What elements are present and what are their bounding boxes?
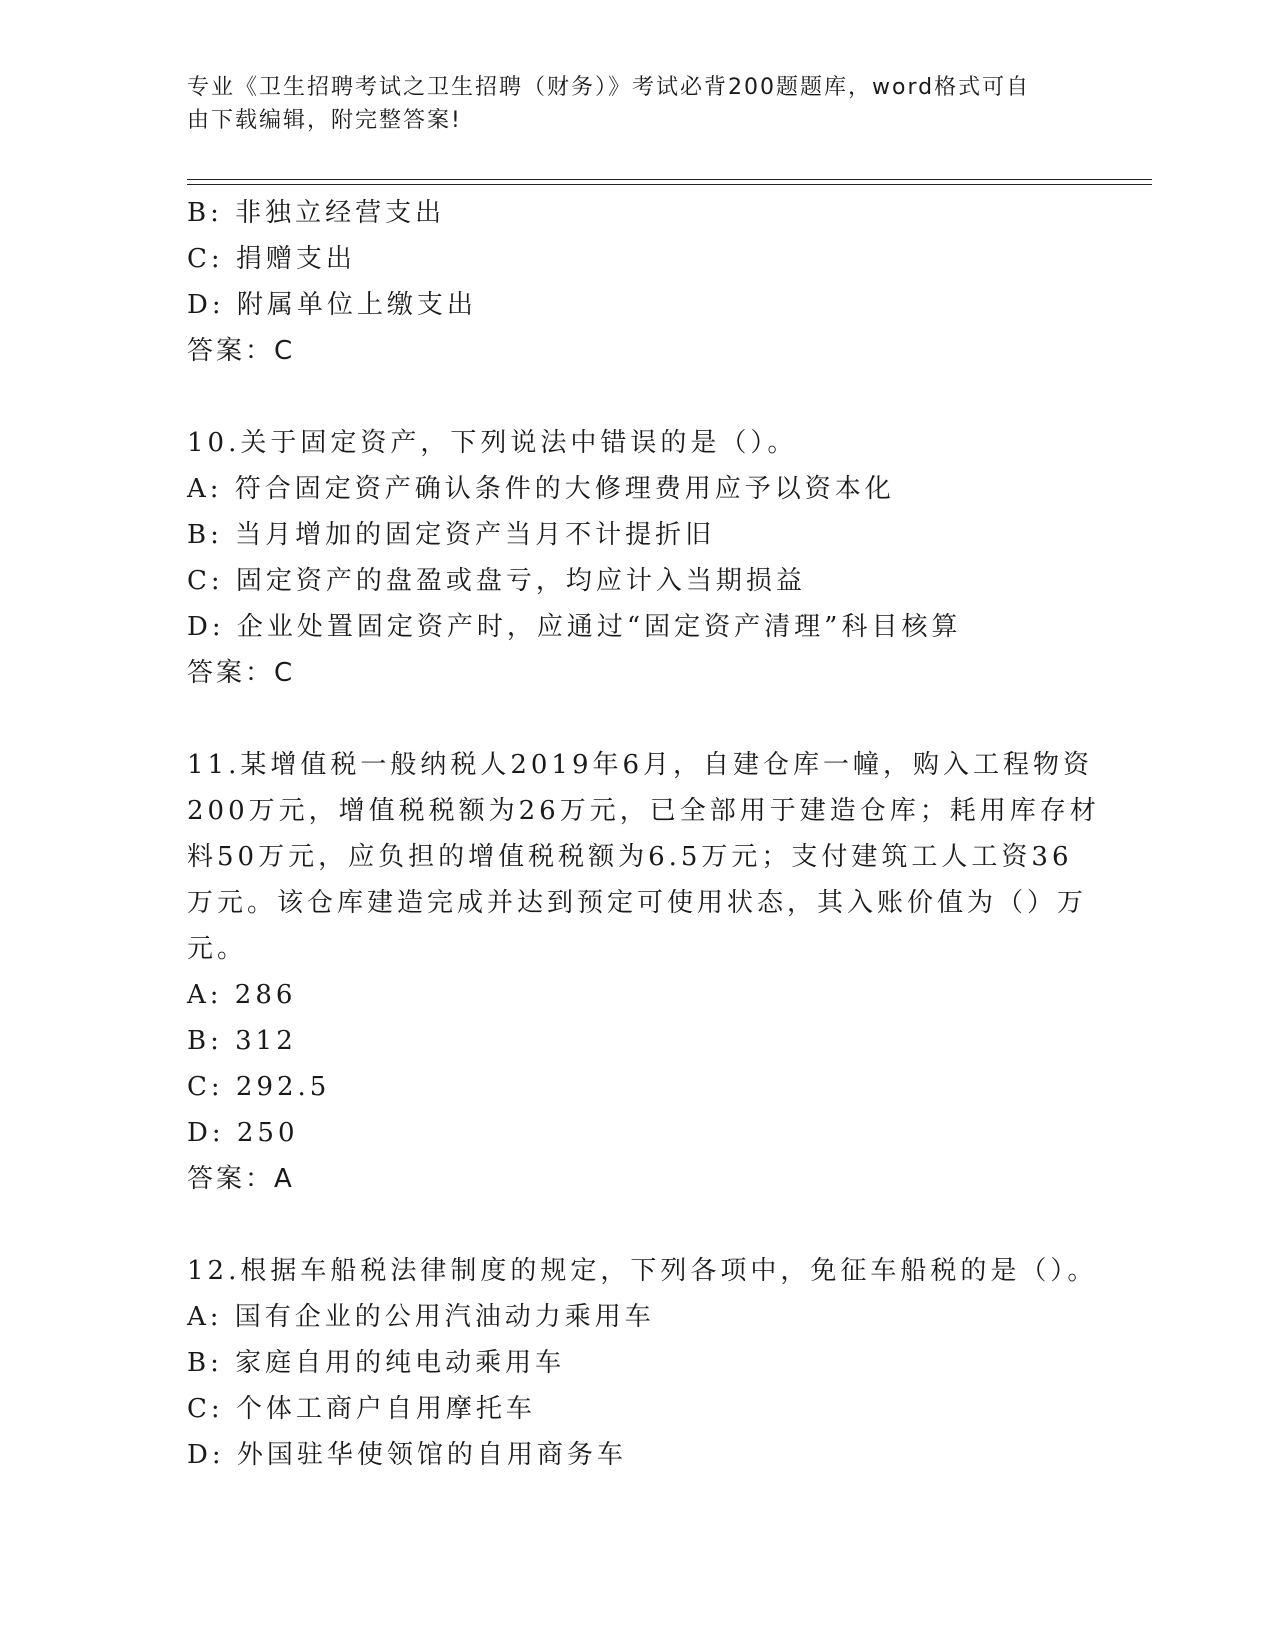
q9-option-b: B: 非独立经营支出 (187, 198, 446, 228)
q11-stem-line-2: 200万元，增值税税额为26万元，已全部用于建造仓库；耗用库存材 (187, 796, 1100, 826)
q11-option-c: C: 292.5 (187, 1072, 331, 1102)
q11-answer: 答案：A (187, 1164, 295, 1194)
q12-option-c: C: 个体工商户自用摩托车 (187, 1394, 536, 1424)
q12-stem: 12.根据车船税法律制度的规定，下列各项中，免征车船税的是（）。 (187, 1256, 1098, 1286)
header-divider-bottom (187, 184, 1152, 185)
question-content (187, 190, 1100, 1478)
q11-stem-line-4: 万元。该仓库建造完成并达到预定可使用状态，其入账价值为（）万 (187, 888, 1088, 918)
q9-option-c: C: 捐赠支出 (187, 244, 356, 274)
q10-option-d: D: 企业处置固定资产时，应通过“固定资产清理”科目核算 (187, 612, 962, 642)
question-10 (187, 420, 1067, 696)
q11-option-a: A: 286 (187, 980, 297, 1010)
header-divider-top (187, 179, 1152, 180)
q12-option-a: A: 国有企业的公用汽油动力乘用车 (187, 1302, 655, 1332)
question-11 (187, 742, 1100, 1202)
q11-stem-line-3: 料50万元，应负担的增值税税额为6.5万元；支付建筑工人工资36 (187, 842, 1073, 872)
q12-option-d: D: 外国驻华使领馆的自用商务车 (187, 1440, 627, 1470)
question-9-tail (187, 190, 1067, 374)
q11-stem-line-1: 11.某增值税一般纳税人2019年6月，自建仓库一幢，购入工程物资 (187, 750, 1094, 780)
document-header (187, 71, 1067, 137)
question-12 (187, 1248, 1098, 1478)
q9-answer: 答案：C (187, 336, 296, 366)
spacer (187, 1202, 1067, 1248)
header-title-line-2: 由下载编辑，附完整答案! (187, 108, 462, 133)
q11-stem-line-5: 元。 (187, 934, 248, 964)
q10-answer: 答案：C (187, 658, 296, 688)
q10-option-c: C: 固定资产的盘盈或盘亏，均应计入当期损益 (187, 566, 806, 596)
q11-option-d: D: 250 (187, 1118, 299, 1148)
spacer (187, 696, 1067, 742)
q10-option-b: B: 当月增加的固定资产当月不计提折旧 (187, 520, 716, 550)
q11-option-b: B: 312 (187, 1026, 297, 1056)
q12-option-b: B: 家庭自用的纯电动乘用车 (187, 1348, 566, 1378)
header-title-line-1: 专业《卫生招聘考试之卫生招聘（财务）》考试必背200题题库，word格式可自 (187, 75, 1031, 100)
q9-option-d: D: 附属单位上缴支出 (187, 290, 477, 320)
q10-stem: 10.关于固定资产，下列说法中错误的是（）。 (187, 428, 798, 458)
q10-option-a: A: 符合固定资产确认条件的大修理费用应予以资本化 (187, 474, 895, 504)
spacer (187, 374, 1067, 420)
